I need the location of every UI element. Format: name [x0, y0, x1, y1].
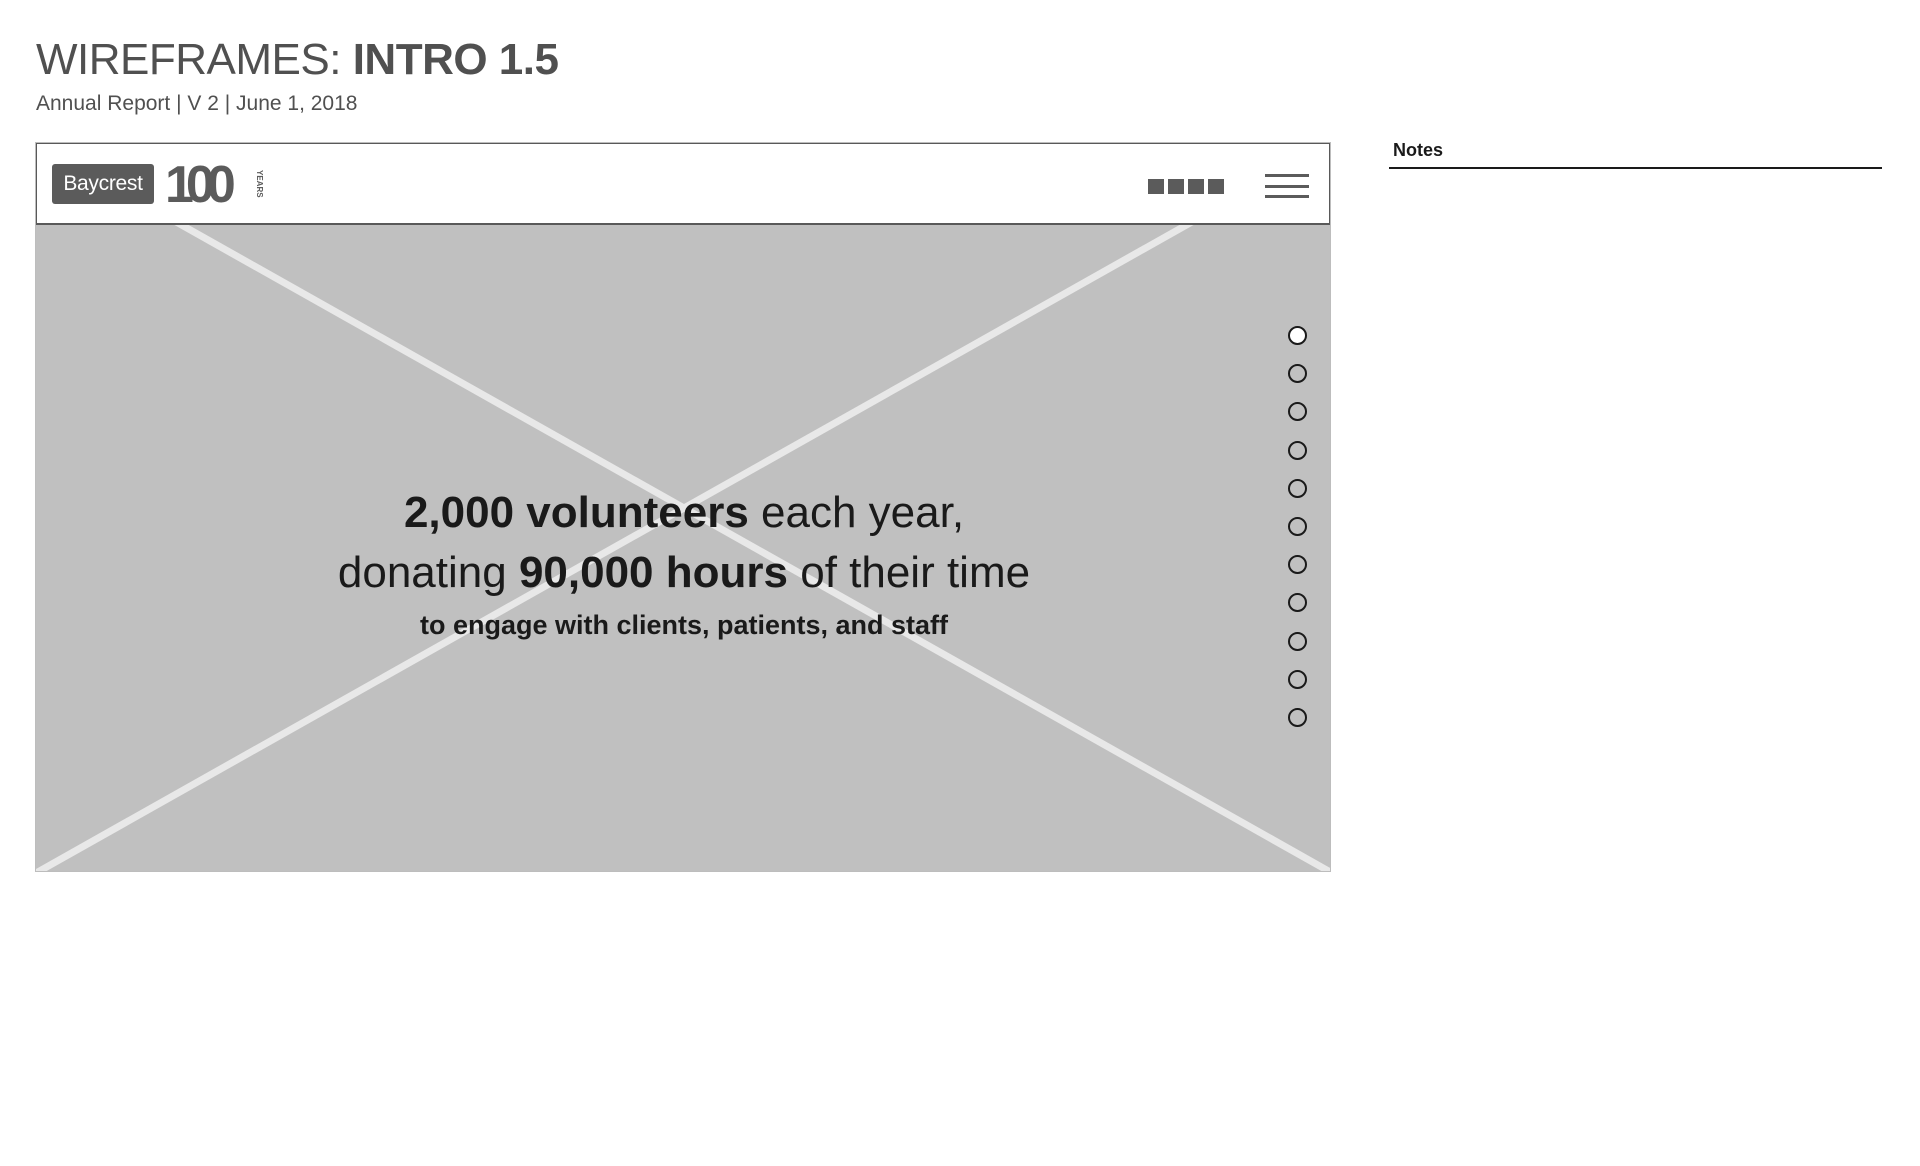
hero-line-1-rest: each year,: [761, 488, 965, 537]
hamburger-menu-icon[interactable]: [1265, 174, 1309, 198]
nav-placeholder: [1148, 179, 1224, 194]
pagination-dot[interactable]: [1288, 517, 1307, 536]
hero-text: [36, 483, 1331, 647]
pagination-dot-active[interactable]: [1288, 326, 1307, 345]
pagination-dot[interactable]: [1288, 479, 1307, 498]
nav-placeholder-square[interactable]: [1148, 179, 1164, 194]
hero-volunteers-count: 2,000 volunteers: [403, 488, 749, 537]
anniversary-number: 100: [165, 156, 228, 214]
notes-title: Notes: [1389, 140, 1882, 169]
document-title-bold: INTRO 1.5: [352, 35, 559, 84]
pagination-dot[interactable]: [1288, 632, 1307, 651]
nav-placeholder-square[interactable]: [1168, 179, 1184, 194]
nav-placeholder-square[interactable]: [1188, 179, 1204, 194]
pagination-dot[interactable]: [1288, 441, 1307, 460]
hero-line-2-end: of their time: [800, 548, 1031, 597]
pagination-dot[interactable]: [1288, 708, 1307, 727]
baycrest-logo[interactable]: Baycrest: [52, 164, 154, 204]
wireframe-frame: [35, 142, 1331, 872]
document-header: [36, 34, 558, 116]
document-title: [36, 34, 558, 86]
site-header: [35, 142, 1331, 225]
hero-line-2-start: donating: [337, 548, 507, 597]
hero-line-2: [36, 543, 1331, 603]
pagination-dot[interactable]: [1288, 670, 1307, 689]
hero-line-1: [36, 483, 1331, 543]
hero-hours-count: 90,000 hours: [518, 548, 788, 597]
anniversary-logo: [165, 154, 264, 216]
notes-panel: [1389, 140, 1882, 169]
document-title-prefix: WIREFRAMES:: [36, 35, 341, 84]
nav-placeholder-square[interactable]: [1208, 179, 1224, 194]
document-subtitle: Annual Report | V 2 | June 1, 2018: [36, 92, 358, 115]
anniversary-years-label: YEARS: [255, 170, 264, 198]
hero-subline: to engage with clients, patients, and staff: [419, 610, 949, 640]
